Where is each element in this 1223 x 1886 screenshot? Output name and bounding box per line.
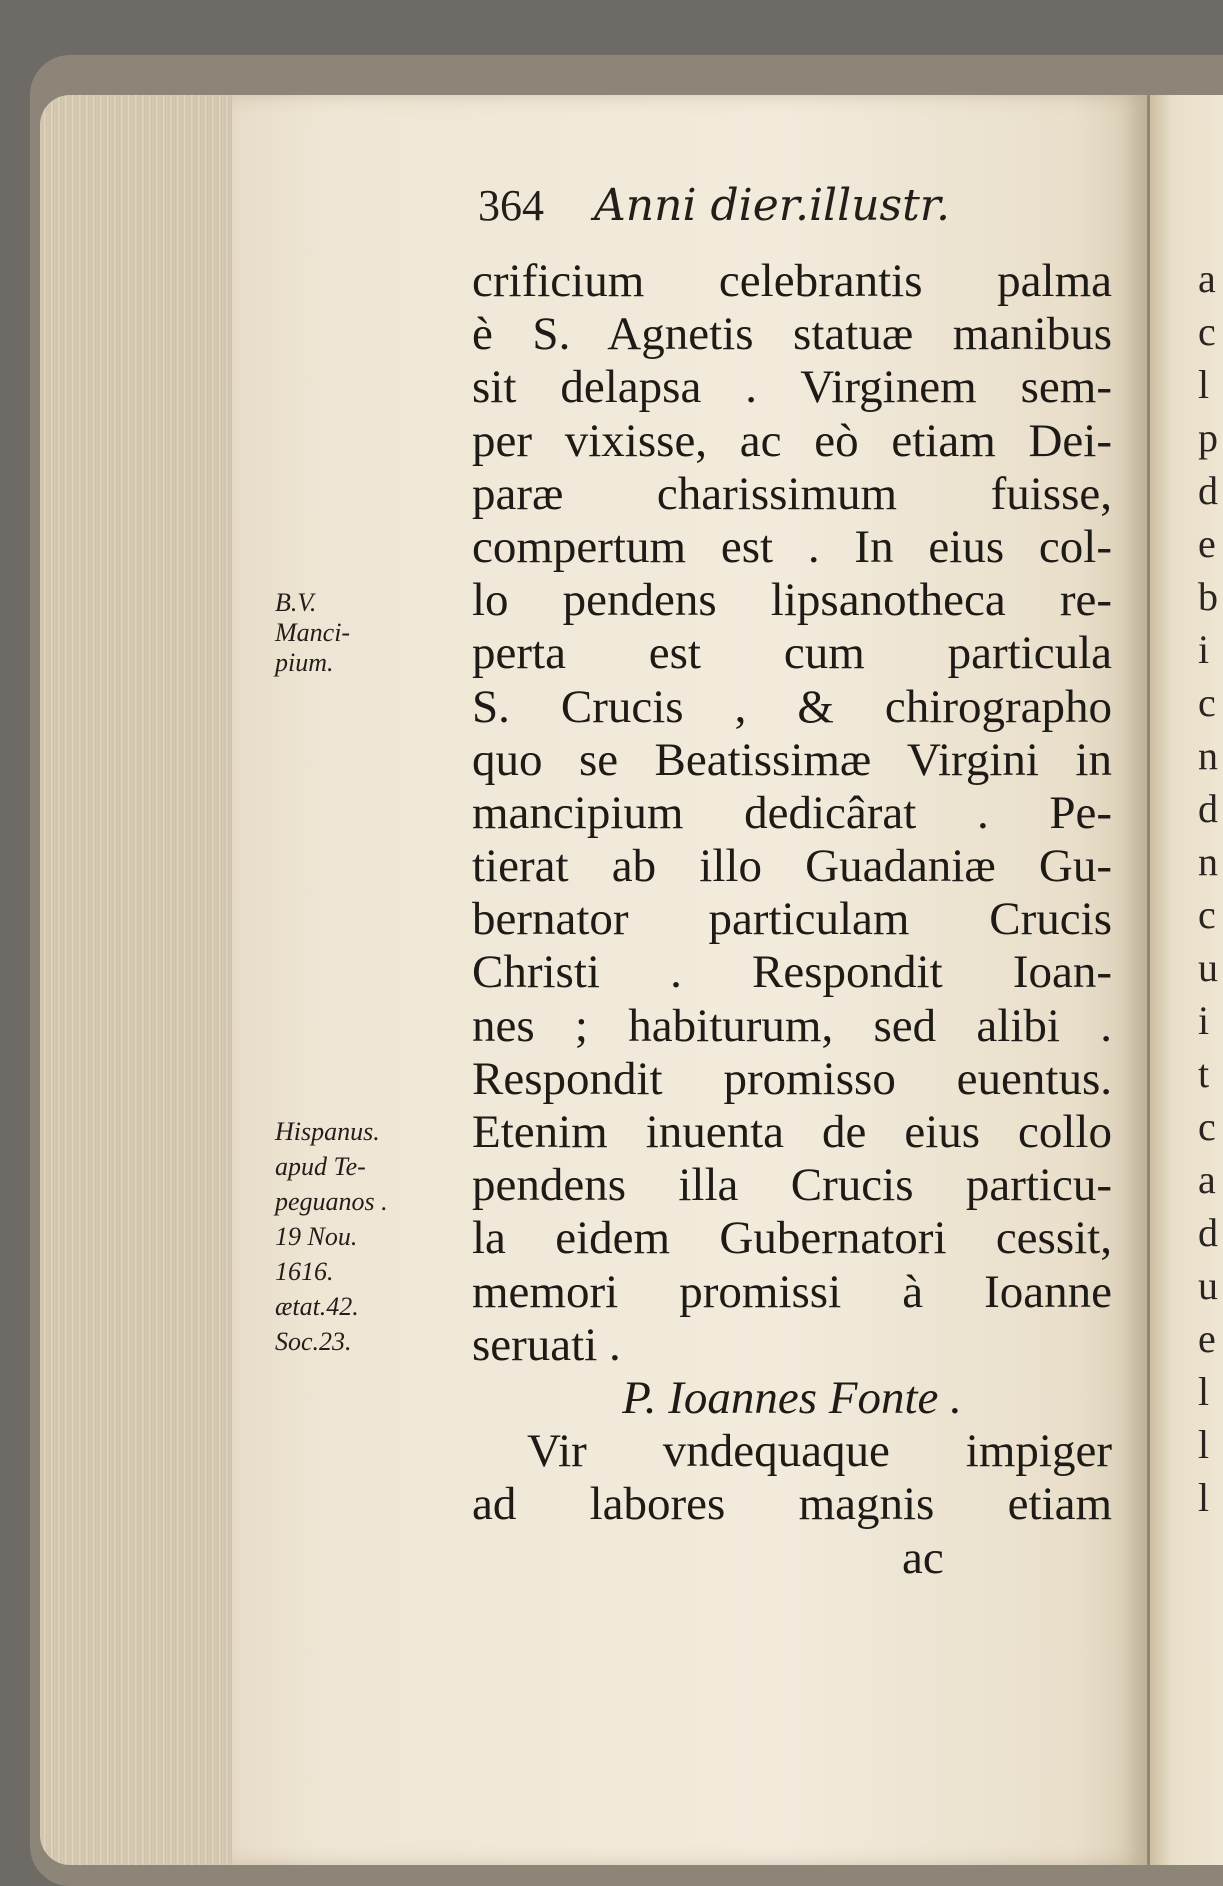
text-line: S. Crucis , & chirographo: [472, 680, 1112, 733]
text-line: compertum est . In eius col-: [472, 520, 1112, 573]
next-page-letter: e: [1198, 1316, 1216, 1361]
next-page-letter: a: [1198, 256, 1216, 301]
next-page-letter: e: [1198, 521, 1216, 566]
next-page-letter: a: [1198, 1157, 1216, 1202]
text-line: è S. Agnetis statuæ manibus: [472, 308, 1112, 361]
text-line: quo se Beatissimæ Virgini in: [472, 733, 1112, 786]
margin-note-line: B.V.: [275, 588, 317, 617]
text-line: paræ charissimum fuisse,: [472, 467, 1112, 520]
next-page-letter: c: [1198, 309, 1216, 354]
text-line: Christi . Respondit Ioan-: [472, 946, 1112, 999]
margin-note-hispanus: [275, 1114, 450, 1359]
margin-note-line: ætat.42.: [275, 1292, 359, 1321]
next-page-letter: p: [1198, 415, 1218, 460]
next-page-letter: c: [1198, 680, 1216, 725]
text-line: per vixisse, ac eò etiam Dei-: [472, 414, 1112, 467]
text-line: Etenim inuenta de eius collo: [472, 1106, 1112, 1158]
next-page-letter: u: [1198, 1263, 1218, 1308]
next-page-letter: i: [1198, 998, 1210, 1043]
text-line: tierat ab illo Guadaniæ Gu-: [472, 840, 1112, 893]
text-line: bernator particulam Crucis: [472, 893, 1112, 946]
page-edges: [40, 95, 240, 1865]
running-title: Anni dier.illustr.: [594, 180, 950, 231]
margin-note-line: 19 Nou.: [275, 1222, 358, 1251]
text-line: memori promissi à Ioanne: [472, 1265, 1112, 1318]
text-line: Vir vndequaque impiger: [527, 1425, 1112, 1478]
margin-note-line: apud Te-: [275, 1152, 366, 1181]
text-line: mancipium dedicârat . Pe-: [472, 786, 1112, 839]
next-page-letter: b: [1198, 574, 1218, 619]
text-line: Respondit promisso euentus.: [472, 1052, 1112, 1105]
right-page-edge: [1150, 95, 1223, 1865]
next-page-letter: l: [1198, 1475, 1210, 1520]
next-page-letter: l: [1198, 362, 1210, 407]
next-page-letter: d: [1198, 1210, 1218, 1255]
next-page-letter: l: [1198, 1422, 1210, 1467]
next-page-letter: c: [1198, 892, 1216, 937]
next-page-letter: t: [1198, 1051, 1210, 1096]
body-text: [472, 255, 1112, 1585]
text-line: la eidem Gubernatori cessit,: [472, 1212, 1112, 1265]
next-page-letter: n: [1198, 733, 1218, 778]
page-number: 364: [478, 181, 544, 230]
margin-note-line: peguanos .: [275, 1187, 388, 1216]
margin-note-line: 1616.: [275, 1257, 334, 1286]
next-page-letter: d: [1198, 786, 1218, 831]
text-line: pendens illa Crucis particu-: [472, 1159, 1112, 1212]
next-page-letter: d: [1198, 468, 1218, 513]
text-line: crificium celebrantis palma: [472, 255, 1112, 307]
text-line: perta est cum particula: [472, 627, 1112, 680]
margin-note-line: Soc.23.: [275, 1327, 352, 1356]
margin-note-line: Manci-: [275, 618, 351, 647]
text-line: nes ; habiturum, sed alibi .: [472, 999, 1112, 1052]
text-line: sit delapsa . Virginem sem-: [472, 361, 1112, 414]
text-line: ac: [902, 1531, 944, 1584]
page-header: [478, 180, 1038, 231]
next-page-letter: n: [1198, 839, 1218, 884]
next-page-letter: u: [1198, 945, 1218, 990]
next-page-letter: i: [1198, 627, 1210, 672]
margin-note-bv-mancipium: [275, 588, 450, 678]
text-line: P. Ioannes Fonte .: [622, 1371, 962, 1424]
text-line: ad labores magnis etiam: [472, 1478, 1112, 1531]
text-line: lo pendens lipsanotheca re-: [472, 574, 1112, 627]
next-page-letter: l: [1198, 1369, 1210, 1414]
text-line: seruati .: [472, 1318, 621, 1371]
next-page-letter: c: [1198, 1104, 1216, 1149]
margin-note-line: Hispanus.: [275, 1117, 380, 1146]
margin-note-line: pium.: [275, 648, 334, 677]
